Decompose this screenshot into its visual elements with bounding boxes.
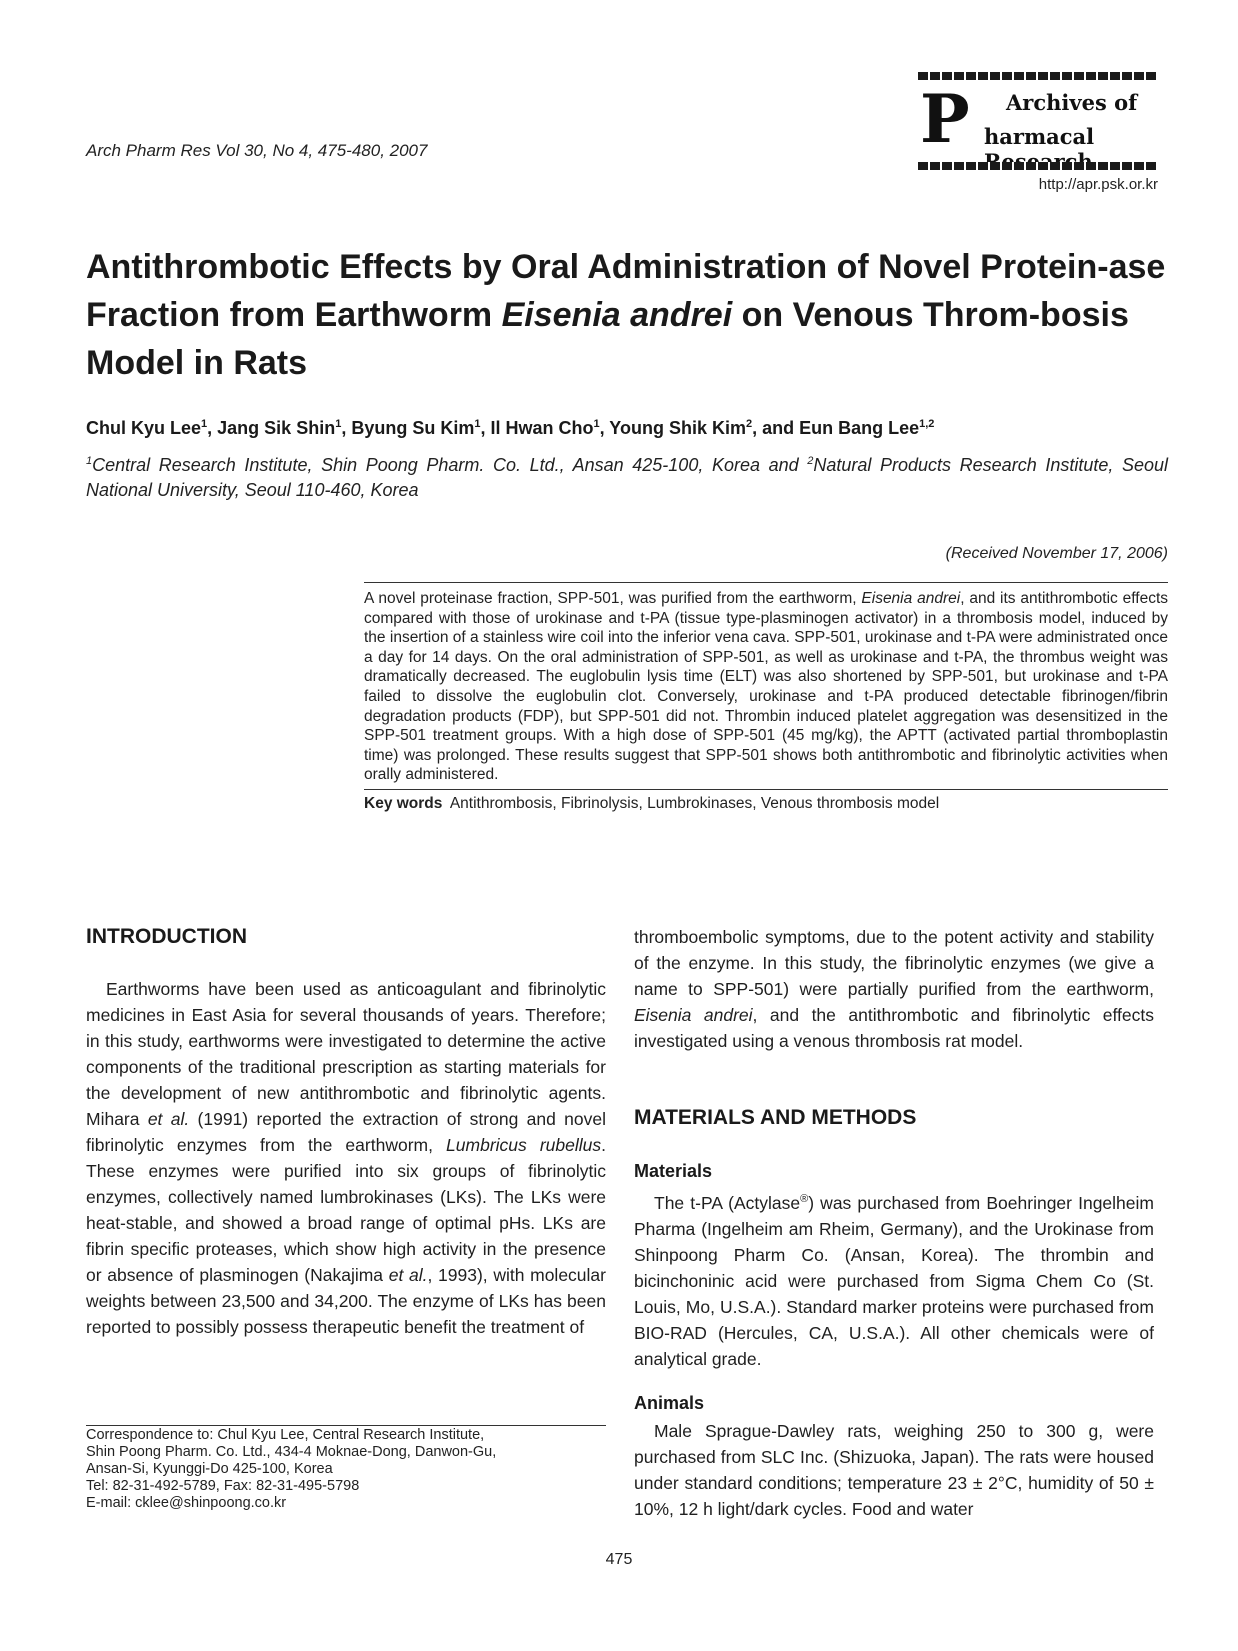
intro-etal-1: et al. [147,1109,190,1129]
author-name: Young Shik Kim [609,418,746,438]
author-affiliation-marker: 1 [201,418,208,430]
author-separator: , [207,418,218,438]
introduction-paragraph [86,976,606,1340]
title-species: Eisenia andrei [501,296,733,334]
intro-text-2: (1991) reported the extraction of strong and novel fibrinolytic enzymes from the earthworm, [86,1109,606,1155]
logo-top-bar [918,72,1158,80]
article-title [86,243,1168,387]
logo-text-line2: harmacal [984,124,1095,149]
animals-subheading: Animals [634,1393,705,1413]
introduction-continued-paragraph [634,924,1154,1054]
author-affiliation-marker: 1 [335,418,342,430]
keywords-label: Key words [364,794,443,812]
author-separator: , [341,418,352,438]
author-list [86,418,1168,439]
author-affiliation-marker: 1,2 [919,418,935,430]
footnote-line-5: E-mail: cklee@shinpoong.co.kr [86,1495,287,1511]
author-affiliation-marker: 1 [593,418,600,430]
author-name: Byung Su Kim [351,418,475,438]
introduction-continued [634,924,1154,1054]
intro-etal-2: et al. [388,1265,428,1285]
author-name: Chul Kyu Lee [86,418,202,438]
intro-species: Lumbricus rubellus [446,1135,602,1155]
abstract-species: Eisenia andrei [861,590,961,607]
abstract [364,582,1168,813]
author-name: Il Hwan Cho [490,418,594,438]
abstract-text [364,589,1168,785]
abstract-part-2: , and its antithrombotic effects compared with those of urokinase and t-PA (tissue type-plasminogen activator) in a thrombosis model, induced by the insertion of a stainless wire coil into the inferior vena cava. SPP-501, urokinase and t-PA were administrated once a day for 14 days. On the oral administration of SPP-501, as well as urokinase and t-PA, the thrombus weight was dramatically decreased. The euglobulin lysis time (ELT) was also shortened by SPP-501, but urokinase and t-PA failed to dissolve the euglobulin clot. Conversely, urokinase and t-PA produced detectable fibrinogen/fibrin degradation products (FDP), but SPP-501 did not. Thrombin induced platelet aggregation was desensitized in the SPP-501 treatment groups. With a high dose of SPP-501 (45 mg/kg), the APTT (activated partial thromboplastin time) was prolonged. These results suggest that SPP-501 shows both antithrombotic and fibrinolytic activities when orally administered. [364,590,1168,784]
footnote-line-3: Ansan-Si, Kyunggi-Do 425-100, Korea [86,1461,333,1477]
affiliation-marker-2: 2 [807,455,814,467]
animals-body [634,1418,1154,1522]
intro-text-4: , 1993), with molecular weights between 23,500 and 34,200. The enzyme of LKs has been reported to possibly possess therapeutic benefit the treatment of [86,1265,606,1337]
animals-paragraph: Male Sprague-Dawley rats, weighing 250 to 300 g, were purchased from SLC Inc. (Shizuoka, Japan). The rats were housed under standard conditions; temperature 23 ± 2°C, humidity of 50 ± 10%, 12 h light/dark cycles. Food and water [634,1421,1154,1519]
footnote-line-2: Shin Poong Pharm. Co. Ltd., 434-4 Moknae-Dong, Danwon-Gu, [86,1444,497,1460]
footnote-line-4: Tel: 82-31-492-5789, Fax: 82-31-495-5798 [86,1478,360,1494]
author-name: Eun Bang Lee [799,418,920,438]
author-affiliation-marker: 2 [745,418,753,430]
materials-methods-heading: MATERIALS AND METHODS [634,1106,917,1129]
author-name: Jang Sik Shin [217,418,336,438]
journal-citation: Arch Pharm Res Vol 30, No 4, 475-480, 2007 [86,141,428,160]
abstract-part-1: A novel proteinase fraction, SPP-501, was purified from the earthworm, [364,590,862,607]
intro-text-3: . These enzymes were purified into six groups of fibrinolytic enzymes, collectively named lumbrokinases (LKs). The LKs were heat-stable, and showed a broad range of optimal pHs. LKs are fibrin specific proteases, which show high activity in the presence or absence of plasminogen (Nakajima [86,1135,607,1285]
logo-letter-mark: P [920,80,970,158]
introduction-body [86,976,606,1340]
logo-text-line1: Archives of [1006,90,1138,115]
affiliations [86,449,1168,503]
intro-cont-text-1: thromboembolic symptoms, due to the potent activity and stability of the enzyme. In this study, the fibrinolytic enzymes (we give a name to SPP-501) were partially purified from the earthworm, [634,927,1154,999]
author-separator: , [599,418,610,438]
intro-text-1: Earthworms have been used as anticoagulant and fibrinolytic medicines in East Asia for several thousands of years. Therefore; in this study, earthworms were investigated to determine the active components of the traditional prescription as starting materials for the development of new antithrombotic and fibrinolytic agents. Mihara [86,979,606,1129]
logo-bottom-bar [918,162,1158,170]
keywords-list: Antithrombosis, Fibrinolysis, Lumbrokinases, Venous thrombosis model [449,794,940,812]
affiliation-1: Central Research Institute, Shin Poong Pharm. Co. Ltd., Ansan 425-100, Korea and [92,455,808,475]
journal-url: http://apr.psk.or.kr [1038,176,1158,193]
page-number: 475 [605,1551,633,1568]
registered-mark: ® [800,1193,809,1205]
received-date: (Received November 17, 2006) [945,545,1168,562]
author-separator: , and [752,418,800,438]
title-part-1: Antithrombotic Effects by Oral Administration of Novel Protein-ase Fraction from Earthworm [86,248,1166,334]
affiliation-2: Natural Products Research Institute, Seoul National University, Seoul 110-460, Korea [86,455,1169,500]
materials-body [634,1186,1154,1372]
footnote-divider [86,1425,606,1426]
correspondence-footnote [86,1427,606,1512]
materials-text-1: The t-PA (Actylase [654,1192,801,1213]
introduction-heading: INTRODUCTION [86,925,247,948]
intro-cont-text-2: , and the antithrombotic and fibrinolytic effects investigated using a venous thrombosis rat model. [634,1005,1154,1051]
intro-cont-species: Eisenia andrei [634,1005,753,1025]
journal-logo [918,72,1158,200]
footnote-line-1: Correspondence to: Chul Kyu Lee, Central Research Institute, [86,1427,485,1443]
title-part-2: on Venous Throm-bosis Model in Rats [86,296,1129,382]
affiliation-marker-1: 1 [86,455,93,467]
keywords [364,789,1168,813]
materials-paragraph [634,1186,1154,1372]
author-affiliation-marker: 1 [474,418,481,430]
materials-subheading: Materials [634,1161,713,1181]
materials-text-2: ) was purchased from Boehringer Ingelheim Pharma (Ingelheim am Rheim, Germany), and the Urokinase from Shinpoong Pharm Co. (Ansan, Korea). The thrombin and bicinchoninic acid were purchased from Sigma Chem Co (St. Louis, Mo, U.S.A.). Standard marker proteins were purchased from BIO-RAD (Hercules, CA, U.S.A.). All other chemicals were of analytical grade. [634,1192,1154,1369]
author-separator: , [480,418,491,438]
